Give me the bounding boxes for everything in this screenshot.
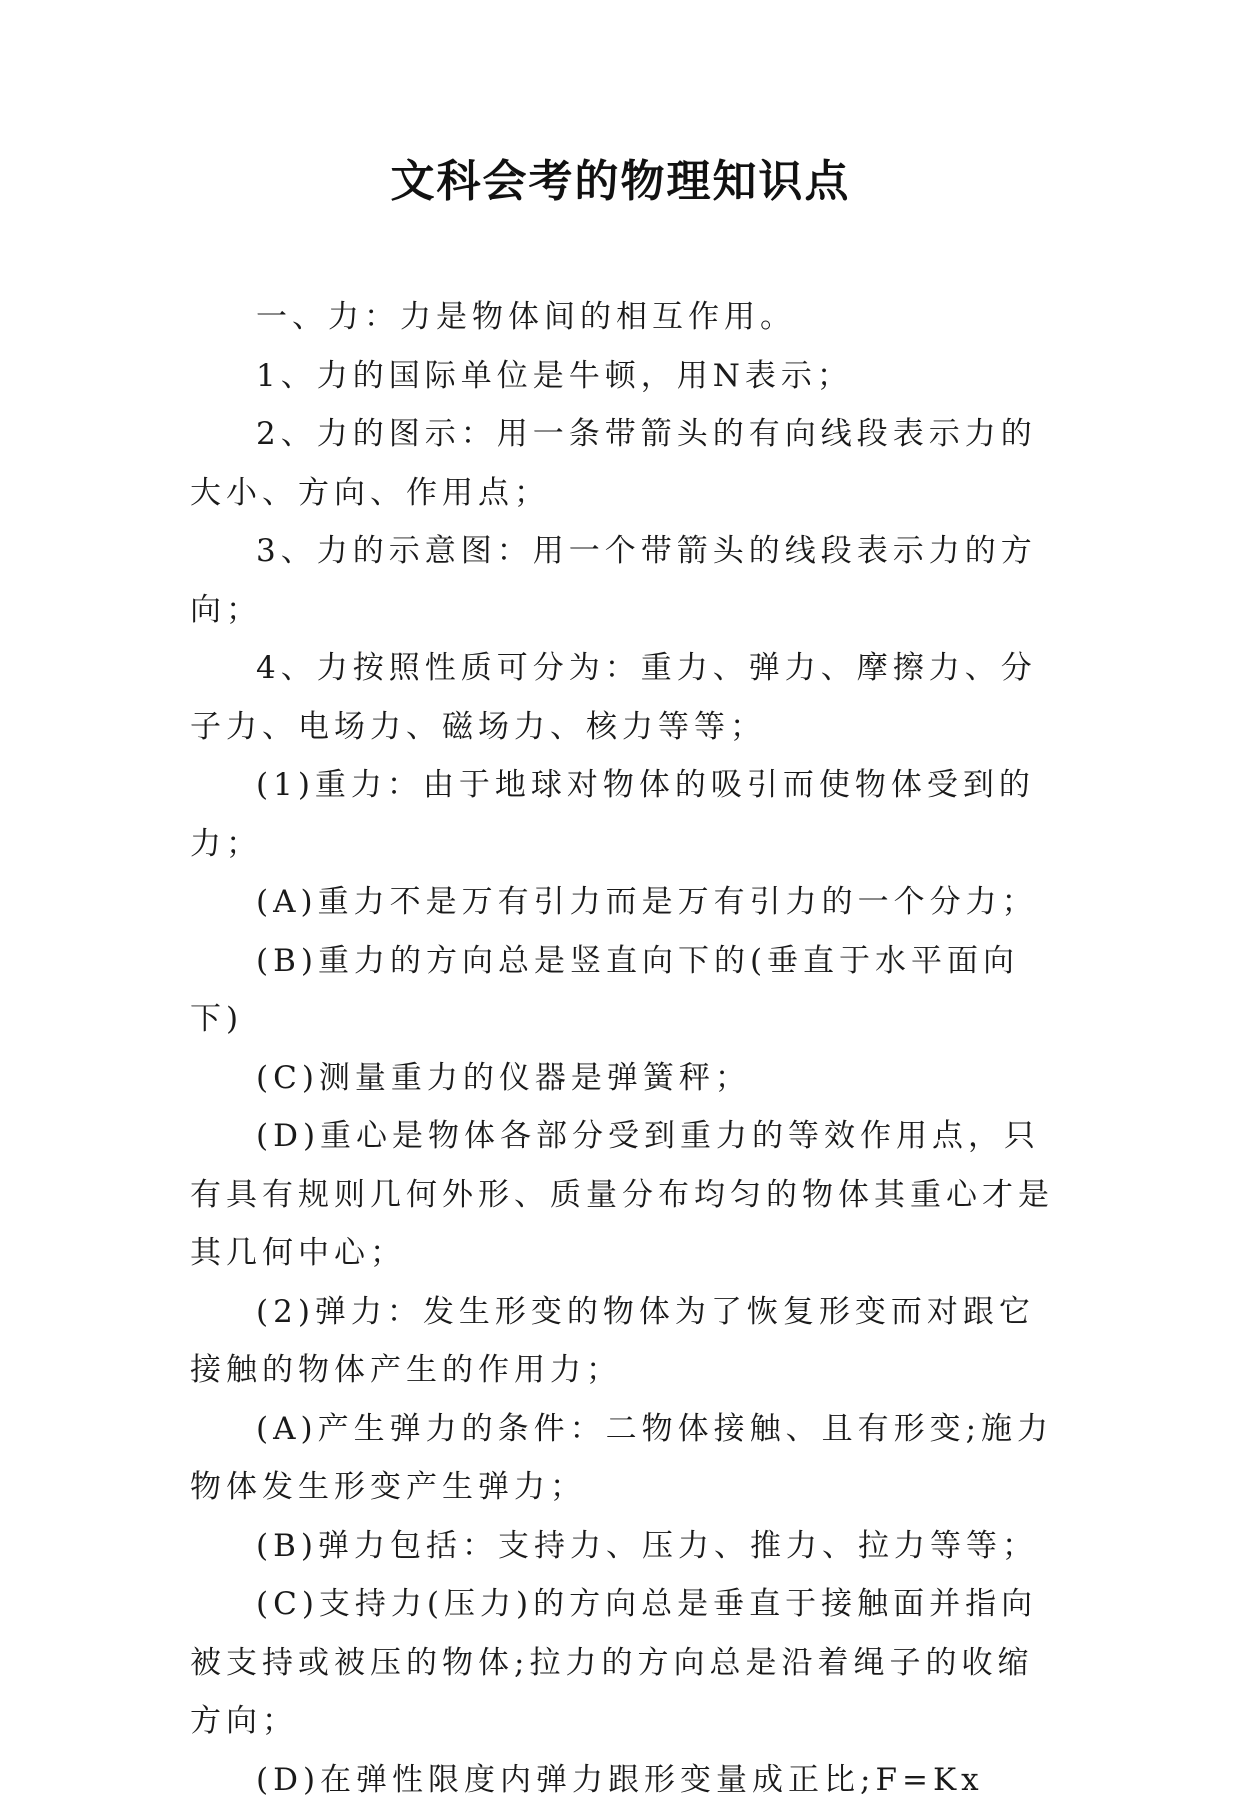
paragraph-gravity-b: (B)重力的方向总是竖直向下的(垂直于水平面向下) (190, 932, 1060, 1049)
paragraph-elastic-a: (A)产生弹力的条件：二物体接触、且有形变;施力物体发生形变产生弹力； (190, 1400, 1060, 1517)
paragraph-force-sketch: 3、力的示意图：用一个带箭头的线段表示力的方向； (190, 522, 1060, 639)
document-body (190, 288, 1060, 1809)
paragraph-gravity-a: (A)重力不是万有引力而是万有引力的一个分力； (190, 873, 1060, 932)
paragraph-elastic-c: (C)支持力(压力)的方向总是垂直于接触面并指向被支持或被压的物体;拉力的方向总是沿着绳子的收缩方向； (190, 1575, 1060, 1751)
paragraph-elastic-force: (2)弹力：发生形变的物体为了恢复形变而对跟它接触的物体产生的作用力； (190, 1283, 1060, 1400)
paragraph-elastic-b: (B)弹力包括：支持力、压力、推力、拉力等等； (190, 1517, 1060, 1576)
paragraph-force-definition: 一、力：力是物体间的相互作用。 (190, 288, 1060, 347)
paragraph-gravity: (1)重力：由于地球对物体的吸引而使物体受到的力； (190, 756, 1060, 873)
paragraph-force-unit: 1、力的国际单位是牛顿，用N表示； (190, 347, 1060, 406)
paragraph-gravity-d: (D)重心是物体各部分受到重力的等效作用点，只有具有规则几何外形、质量分布均匀的物体其重心才是其几何中心； (190, 1107, 1060, 1283)
paragraph-force-types: 4、力按照性质可分为：重力、弹力、摩擦力、分子力、电场力、磁场力、核力等等； (190, 639, 1060, 756)
paragraph-gravity-c: (C)测量重力的仪器是弹簧秤； (190, 1049, 1060, 1108)
paragraph-elastic-d: (D)在弹性限度内弹力跟形变量成正比;F=Kx (190, 1751, 1060, 1809)
paragraph-force-diagram: 2、力的图示：用一条带箭头的有向线段表示力的大小、方向、作用点； (190, 405, 1060, 522)
document-title: 文科会考的物理知识点 (0, 152, 1241, 212)
